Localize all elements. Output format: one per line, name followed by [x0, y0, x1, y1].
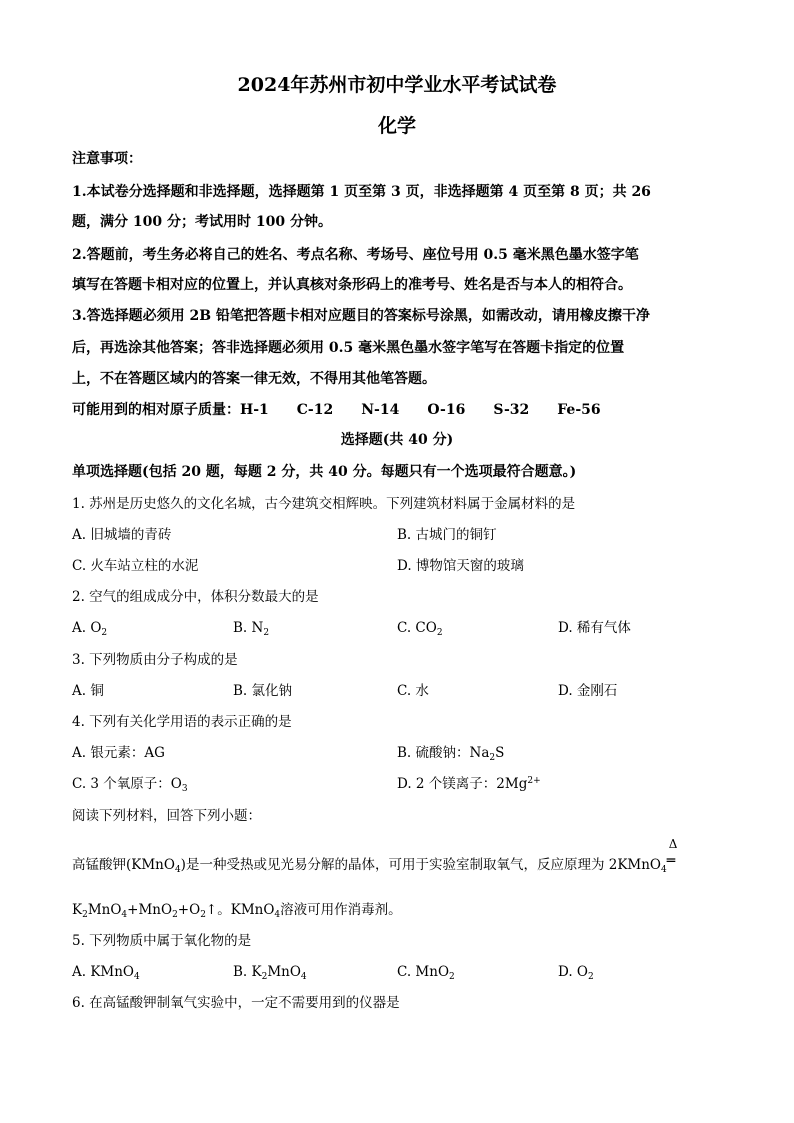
question-3-option-a: A. 铜 [72, 683, 104, 699]
atomic-mass-c: C-12 [296, 402, 334, 418]
notice-item-2-line-1: 2.答题前，考生务必将自己的姓名、考点名称、考场号、座位号用 0.5 毫米黑色墨水签字笔 [72, 247, 639, 263]
question-3-option-d: D. 金刚石 [558, 683, 618, 699]
exam-title: 2024年苏州市初中学业水平考试试卷 [237, 74, 557, 96]
atomic-mass-h: H-1 [240, 402, 269, 418]
question-4-option-c: C. 3 个氧原子：$O_3$ [72, 776, 188, 794]
atomic-masses-label: 可能用到的相对原子质量： [72, 402, 240, 418]
question-2-option-c: C. $CO_2$ [397, 620, 443, 638]
question-1-option-d: D. 博物馆天窗的玻璃 [397, 558, 524, 574]
notice-item-1-line-2: 题，满分 100 分；考试用时 100 分钟。 [72, 214, 332, 230]
material-line-2: $K_2MnO_4+MnO_2+O_2↑$。KMnO$_4$溶液可用作消毒剂。 [72, 902, 402, 920]
material-line-1: 高锰酸钾(KMnO$_4$)是一种受热或见光易分解的晶体，可用于实验室制取氧气，反应原理为 2KMnO$_4$ Δ ═ [72, 851, 681, 875]
question-3-stem: 3. 下列物质由分子构成的是 [72, 652, 238, 668]
question-3-option-c: C. 水 [397, 683, 429, 699]
question-3-option-b: B. 氯化钠 [233, 683, 293, 699]
question-4-option-b: B. 硫酸钠：$Na_2S$ [397, 745, 505, 763]
question-1-option-b: B. 古城门的铜钉 [397, 527, 497, 543]
atomic-mass-o: O-16 [427, 402, 466, 418]
question-5-option-d: D. $O_2$ [558, 964, 594, 982]
notice-item-3-line-2: 后，再选涂其他答案；答非选择题必须用 0.5 毫米黑色墨水签字笔写在答题卡指定的位置 [72, 340, 625, 356]
notice-item-2-line-2: 填写在答题卡相对应的位置上，并认真核对条形码上的准考号、姓名是否与本人的相符合。 [72, 277, 632, 293]
question-4-option-d: D. 2 个镁离子：$2Mg^{2+}$ [397, 776, 541, 792]
heating-condition-sign: Δ ═ [666, 837, 678, 869]
subject-title: 化学 [377, 115, 416, 137]
question-2-stem: 2. 空气的组成成分中，体积分数最大的是 [72, 589, 319, 605]
question-4-option-a: A. 银元素：AG [72, 745, 165, 761]
section-instruction: 单项选择题(包括 20 题，每题 2 分，共 40 分。每题只有一个选项最符合题意。) [72, 464, 577, 480]
section-title: 选择题(共 40 分) [340, 432, 454, 448]
atomic-mass-s: S-32 [493, 402, 530, 418]
question-6-stem: 6. 在高锰酸钾制氧气实验中，一定不需要用到的仪器是 [72, 995, 400, 1011]
atomic-mass-fe: Fe-56 [557, 402, 601, 418]
question-5-stem: 5. 下列物质中属于氧化物的是 [72, 933, 252, 949]
question-2-option-d: D. 稀有气体 [558, 620, 631, 636]
atomic-masses [72, 400, 601, 420]
atomic-mass-n: N-14 [361, 402, 400, 418]
question-2-option-b: B. $N_2$ [233, 620, 270, 638]
question-1-stem: 1. 苏州是历史悠久的文化名城，古今建筑交相辉映。下列建筑材料属于金属材料的是 [72, 496, 576, 512]
question-5-option-c: C. MnO$_2$ [397, 964, 455, 982]
question-1-option-a: A. 旧城墙的青砖 [72, 527, 172, 543]
notice-item-3-line-1: 3.答选择题必须用 2B 铅笔把答题卡相对应题目的答案标号涂黑，如需改动，请用橡皮擦干净 [72, 308, 650, 324]
question-5-option-b: B. $K_2MnO_4$ [233, 964, 307, 982]
notice-item-3-line-3: 上，不在答题区域内的答案一律无效，不得用其他笔答题。 [72, 371, 436, 387]
notice-heading: 注意事项： [72, 151, 142, 167]
question-2-option-a: A. $O_2$ [72, 620, 108, 638]
question-5-option-a: A. KMnO$_4$ [72, 964, 140, 982]
reading-intro: 阅读下列材料，回答下列小题： [72, 808, 261, 824]
question-1-option-c: C. 火车站立柱的水泥 [72, 558, 199, 574]
notice-item-1-line-1: 1.本试卷分选择题和非选择题，选择题第 1 页至第 3 页，非选择题第 4 页至第 8 页；共 26 [72, 184, 651, 200]
question-4-stem: 4. 下列有关化学用语的表示正确的是 [72, 714, 292, 730]
